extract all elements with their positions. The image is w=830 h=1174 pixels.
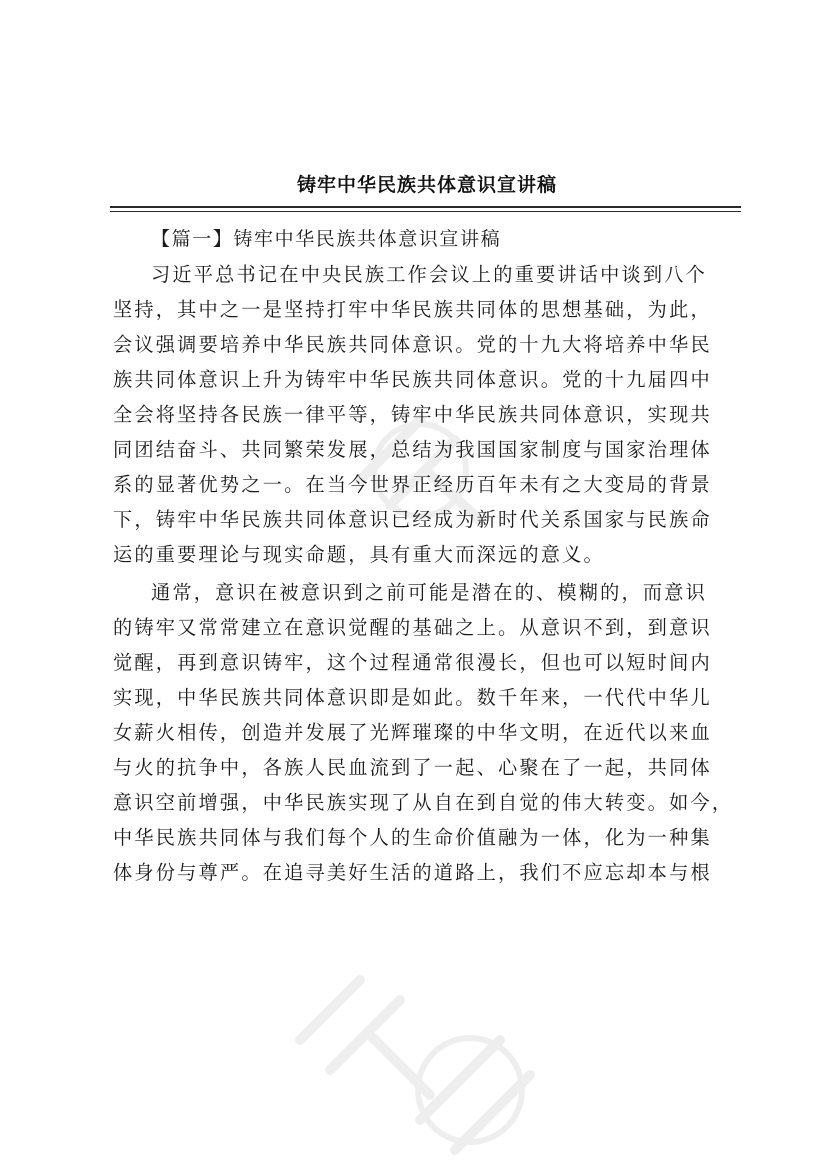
paragraph-line: 族共同体意识上升为铸牢中华民族共同体意识。党的十九届四中 [113, 368, 712, 391]
document-body [113, 222, 739, 890]
paragraph-line: 女薪火相传，创造并发展了光辉璀璨的中华文明，在近代以来血 [113, 721, 712, 744]
paragraph-line: 系的显著优势之一。在当今世界正经历百年未有之大变局的背景 [113, 473, 712, 496]
paragraph-2 [113, 575, 739, 890]
paragraph-line: 会议强调要培养中华民族共同体意识。党的十九大将培养中华民 [113, 333, 712, 356]
section-heading: 【篇一】铸牢中华民族共体意识宣讲稿 [151, 228, 502, 250]
paragraph-line: 下，铸牢中华民族共同体意识已经成为新时代关系国家与民族命 [113, 508, 712, 531]
paragraph-line: 同团结奋斗、共同繁荣发展，总结为我国国家制度与国家治理体 [113, 438, 712, 461]
paragraph-line: 坚持，其中之一是坚持打牢中华民族共同体的思想基础，为此， [113, 298, 712, 321]
document-title: 铸牢中华民族共体意识宣讲稿 [296, 174, 557, 196]
paragraph-line: 觉醒，再到意识铸牢，这个过程通常很漫长，但也可以短时间内 [113, 651, 712, 674]
paragraph-line: 实现，中华民族共同体意识即是如此。数千年来，一代代中华儿 [113, 686, 712, 709]
paragraph-line: 体身份与尊严。在追寻美好生活的道路上，我们不应忘却本与根 [113, 861, 712, 884]
paragraph-line: 全会将坚持各民族一律平等，铸牢中华民族共同体意识，实现共 [113, 403, 712, 426]
paragraph-1 [113, 257, 739, 572]
paragraph-line: 通常，意识在被意识到之前可能是潜在的、模糊的，而意识 [151, 581, 708, 604]
paragraph-line: 意识空前增强，中华民族实现了从自在到自觉的伟大转变。如今， [113, 791, 734, 814]
paragraph-line: 与火的抗争中，各族人民血流到了一起、心聚在了一起，共同体 [113, 756, 712, 779]
title-divider [110, 206, 741, 212]
paragraph-line: 习近平总书记在中央民族工作会议上的重要讲话中谈到八个 [151, 263, 708, 286]
paragraph-line: 中华民族共同体与我们每个人的生命价值融为一体，化为一种集 [113, 826, 712, 849]
paragraph-line: 的铸牢又常常建立在意识觉醒的基础之上。从意识不到，到意识 [113, 616, 712, 639]
paragraph-line: 运的重要理论与现实命题，具有重大而深远的意义。 [113, 543, 605, 566]
